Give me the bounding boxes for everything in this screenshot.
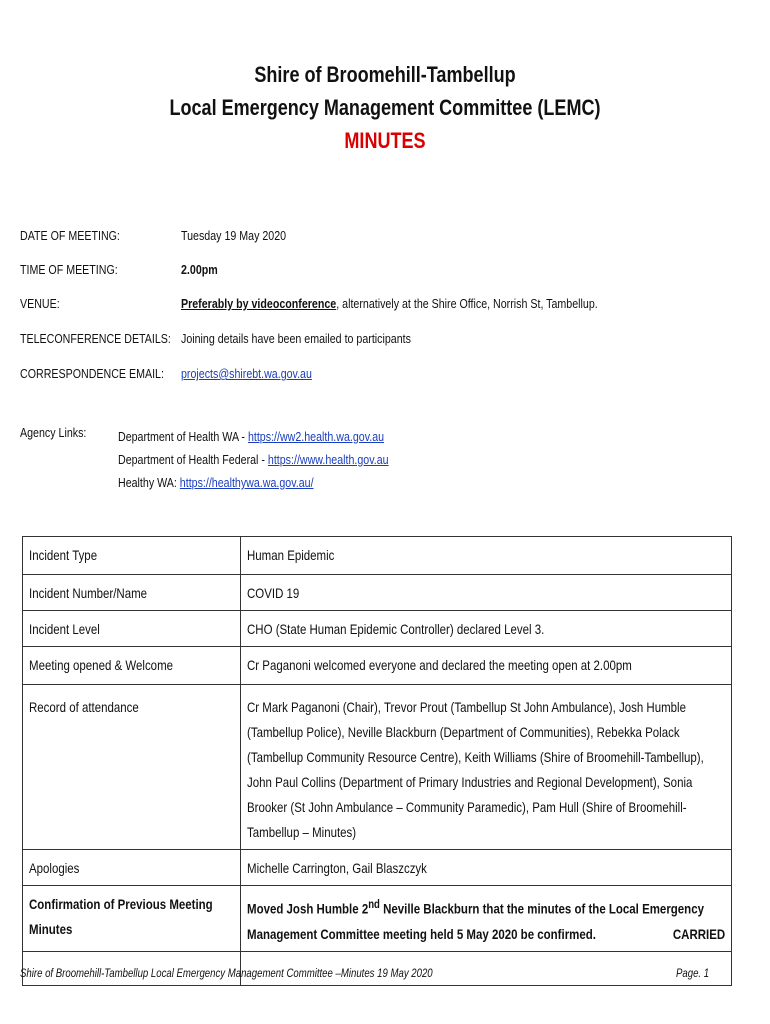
incident-number-label: Incident Number/Name — [23, 575, 241, 611]
venue-rest: , alternatively at the Shire Office, Norrish St, Tambellup. — [336, 296, 598, 311]
agency-links-list — [118, 425, 448, 494]
attendance-label: Record of attendance — [23, 685, 241, 850]
teleconference-value: Joining details have been emailed to participants — [181, 331, 411, 346]
agency-link-federal-health[interactable]: https://www.health.gov.au — [267, 452, 389, 467]
venue-bold: Preferably by videoconference — [181, 296, 337, 311]
agency-link-item: Department of Health Federal - https://www.health.gov.au — [118, 452, 389, 467]
motion-text: Neville Blackburn that the minutes of the Local Emergency Management Committee meeting held 5 May 2020 be confirmed. — [247, 900, 704, 942]
incident-type-value: Human Epidemic — [241, 537, 732, 575]
email-link[interactable]: projects@shirebt.wa.gov.au — [181, 366, 312, 381]
incident-type-label: Incident Type — [23, 537, 241, 575]
table-row — [23, 886, 732, 952]
agency-link-item: Healthy WA: https://healthywa.wa.gov.au/ — [118, 475, 314, 490]
title-committee: Local Emergency Management Committee (LEMC) — [169, 95, 601, 120]
agency-links-label: Agency Links: — [20, 425, 87, 440]
table-row — [23, 611, 732, 647]
table-row — [23, 537, 732, 575]
confirmation-value — [241, 886, 732, 952]
email-value[interactable] — [181, 366, 341, 381]
venue-value — [181, 296, 689, 311]
title-shire: Shire of Broomehill-Tambellup — [254, 62, 516, 87]
moved-text: Moved Josh Humble 2 — [247, 900, 369, 917]
date-value: Tuesday 19 May 2020 — [181, 228, 287, 243]
minutes-table — [22, 536, 732, 986]
apologies-value: Michelle Carrington, Gail Blaszczyk — [241, 850, 732, 886]
table-row — [23, 647, 732, 685]
incident-number-value: COVID 19 — [241, 575, 732, 611]
table-row — [23, 850, 732, 886]
title-minutes: MINUTES — [344, 128, 426, 153]
date-label: DATE OF MEETING: — [20, 228, 120, 243]
email-label: CORRESPONDENCE EMAIL: — [20, 366, 164, 381]
apologies-label: Apologies — [23, 850, 241, 886]
agency-link-healthy-wa[interactable]: https://healthywa.wa.gov.au/ — [179, 475, 314, 490]
ordinal-suffix: nd — [368, 898, 380, 911]
meeting-opened-value: Cr Paganoni welcomed everyone and declared the meeting open at 2.00pm — [241, 647, 732, 685]
venue-label: VENUE: — [20, 296, 60, 311]
incident-level-label: Incident Level — [23, 611, 241, 647]
teleconference-label: TELECONFERENCE DETAILS: — [20, 331, 171, 346]
meeting-opened-label: Meeting opened & Welcome — [23, 647, 241, 685]
table-row — [23, 575, 732, 611]
time-value: 2.00pm — [181, 262, 218, 277]
attendance-value: Cr Mark Paganoni (Chair), Trevor Prout (Tambellup St John Ambulance), Josh Humble (Tambellup Police), Neville Blackburn (Department of Communities), Rebekka Polack (Tambellup Community Resource Centre), Keith Williams (Shire of Broomehill-Tambellup), John Paul Collins (Department of Primary Industries and Regional Development), Sonia Brooker (St John Ambulance – Community Paramedic), Pam Hull (Shire of Broomehill-Tambellup – Minutes) — [241, 685, 732, 850]
page-number: Page. 1 — [676, 966, 710, 980]
document-title — [0, 58, 770, 157]
carried-label: CARRIED — [672, 925, 726, 942]
agency-link-wa-health[interactable]: https://ww2.health.wa.gov.au — [247, 429, 385, 444]
confirmation-label: Confirmation of Previous Meeting Minutes — [23, 886, 241, 952]
time-label: TIME OF MEETING: — [20, 262, 118, 277]
agency-link-item: Department of Health WA - https://ww2.health.wa.gov.au — [118, 429, 385, 444]
footer-title: Shire of Broomehill-Tambellup Local Emergency Management Committee –Minutes 19 May 2020 — [20, 966, 433, 980]
incident-level-value: CHO (State Human Epidemic Controller) declared Level 3. — [241, 611, 732, 647]
table-row — [23, 685, 732, 850]
